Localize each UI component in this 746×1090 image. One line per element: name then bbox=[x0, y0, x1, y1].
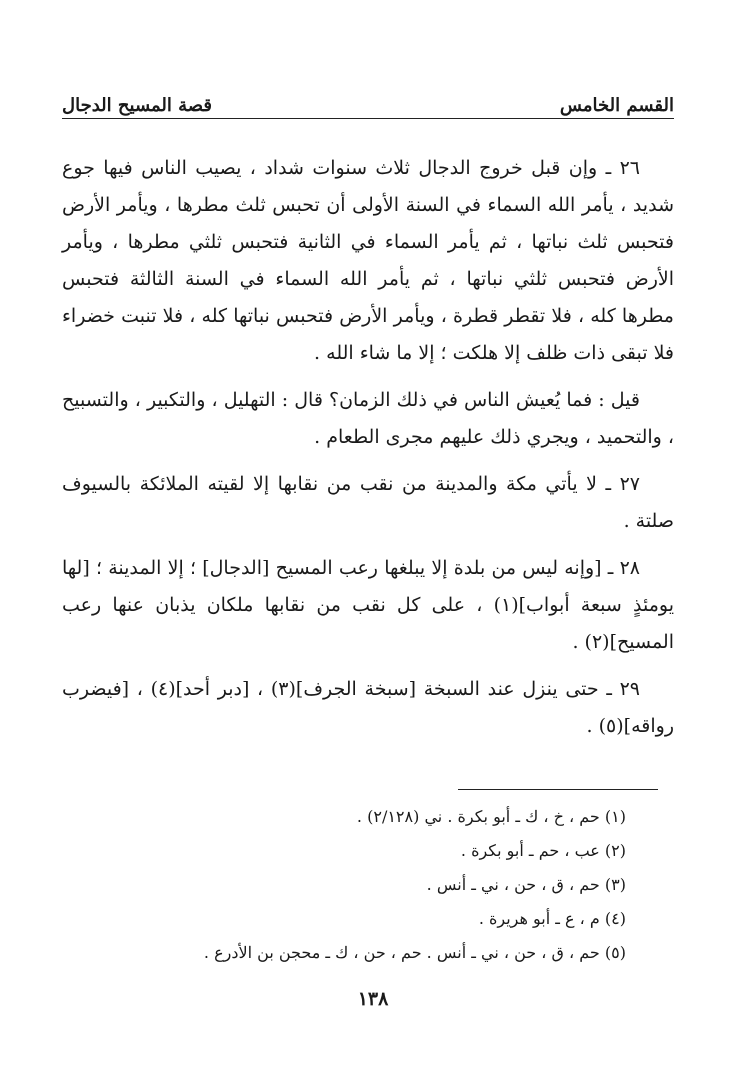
chapter-title: قصة المسيح الدجال bbox=[62, 95, 213, 116]
footnote-2: (٢) عب ، حم ـ أبو بكرة . bbox=[460, 841, 626, 860]
paragraph-26-continuation: قيل : فما يُعيش الناس في ذلك الزمان؟ قال : التهليل ، والتكبير ، والتسبيح ، والتحميد ، ويجري ذلك عليهم مجرى الطعام . bbox=[62, 389, 674, 448]
footnote-3: (٣) حم ، ق ، حن ، ني ـ أنس . bbox=[426, 875, 626, 894]
paragraph-27: ٢٧ ـ لا يأتي مكة والمدينة من نقب من نقابها إلا لقيته الملائكة بالسيوف صلتة . bbox=[62, 473, 674, 532]
footnote-divider bbox=[458, 789, 658, 790]
paragraph-29: ٢٩ ـ حتى ينزل عند السبخة [سبخة الجرف](٣) ، [دبر أحد](٤) ، [فيضرب رواقه](٥) . bbox=[62, 678, 674, 737]
footnote-1: (١) حم ، خ ، ك ـ أبو بكرة . ني (٢/١٢٨) . bbox=[356, 807, 626, 826]
paragraph-28: ٢٨ ـ [وإنه ليس من بلدة إلا يبلغها رعب المسيح [الدجال] ؛ إلا المدينة ؛ [لها يومئذٍ سبعة أبواب](١) ، على كل نقب من نقابها ملكان يذبان عنها رعب المسيح](٢) . bbox=[62, 557, 674, 653]
footnote-4: (٤) م ، ع ـ أبو هريرة . bbox=[478, 909, 626, 928]
main-text bbox=[62, 150, 674, 755]
header-divider bbox=[62, 118, 674, 119]
running-header bbox=[62, 82, 674, 116]
page-number: ١٣٨ bbox=[357, 988, 389, 1010]
paragraph-26: ٢٦ ـ وإن قبل خروج الدجال ثلاث سنوات شداد ، يصيب الناس فيها جوع شديد ، يأمر الله السماء في السنة الأولى أن تحبس ثلث مطرها ، ويأمر الأرض فتحبس ثلث نباتها ، ثم يأمر السماء في الثانية فتحبس ثلثي مطرها ، ويأمر الأرض فتحبس ثلثي نباتها ، ثم يأمر الله السماء في السنة الثالثة فتحبس مطرها كله ، فلا تقطر قطرة ، ويأمر الأرض فتحبس نباتها كله ، فلا تنبت خضراء فلا تبقى ذات ظلف إلا هلكت ؛ إلا ما شاء الله . bbox=[62, 157, 674, 364]
section-title: القسم الخامس bbox=[559, 95, 674, 116]
footnotes bbox=[150, 800, 626, 970]
footnote-5: (٥) حم ، ق ، حن ، ني ـ أنس . حم ، حن ، ك ـ محجن بن الأدرع . bbox=[203, 943, 626, 962]
